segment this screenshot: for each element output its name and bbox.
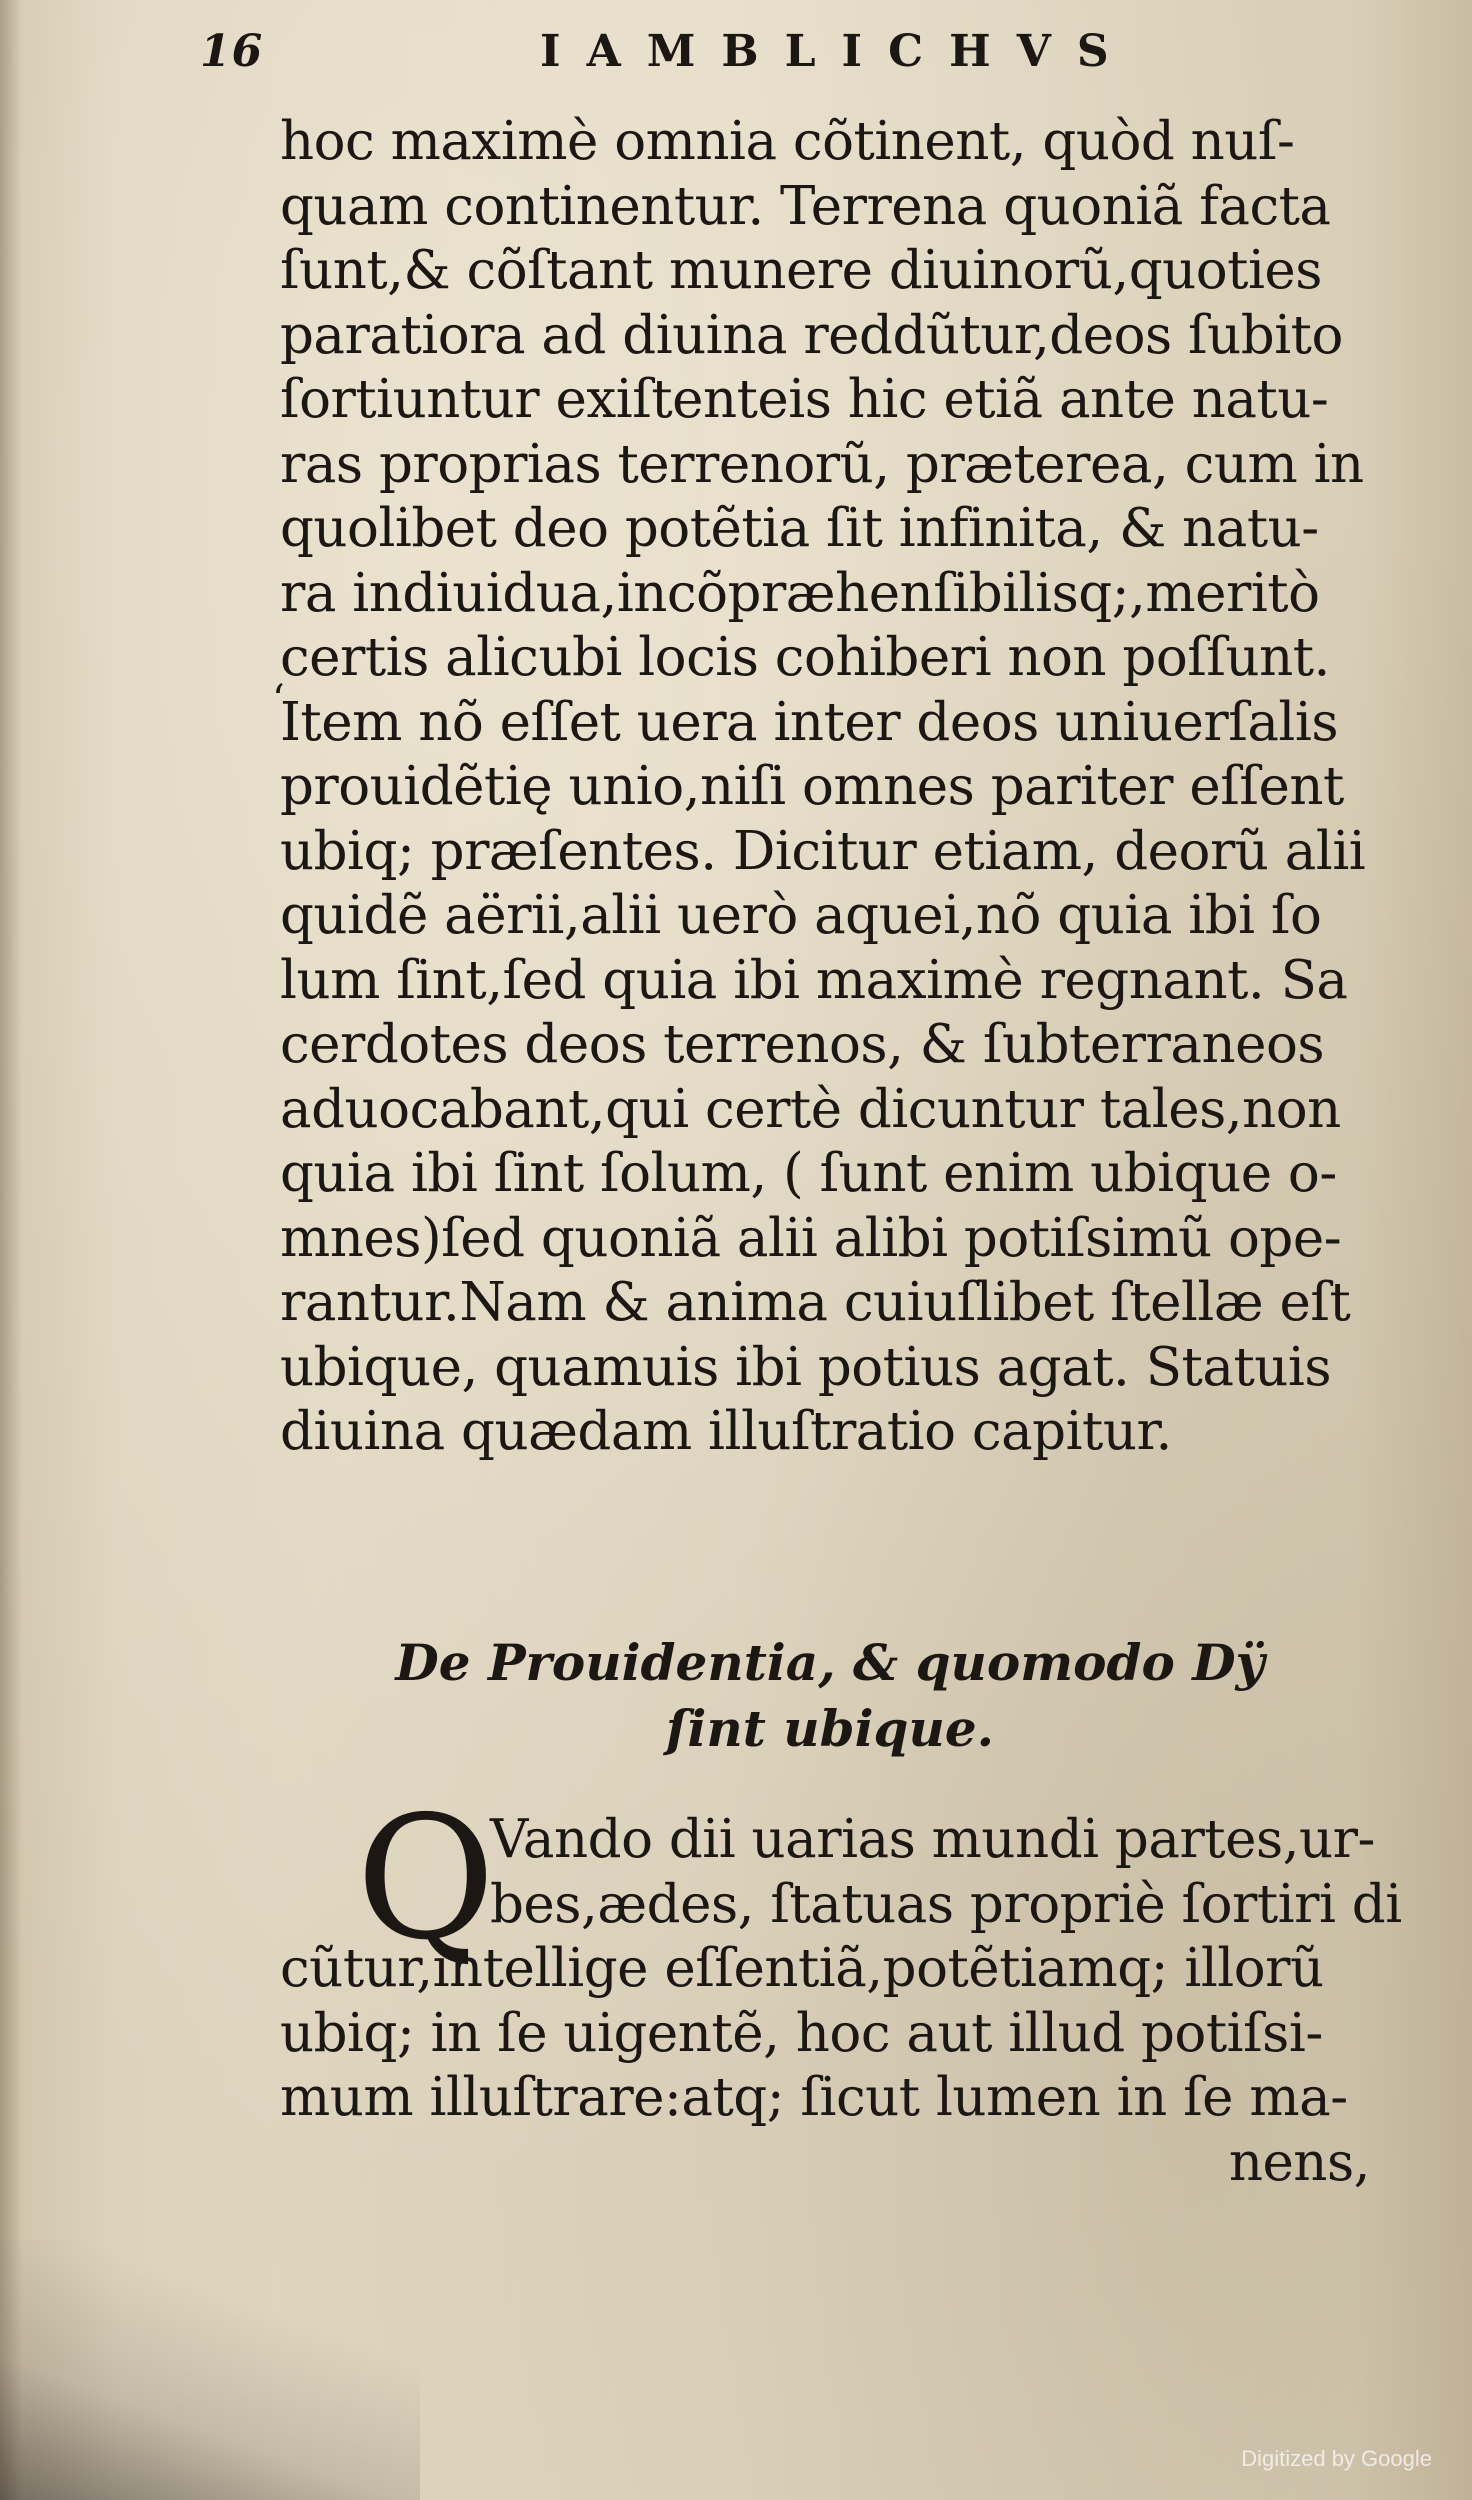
text-line: paratiora ad diuina reddũtur,deos ſubito (280, 304, 1343, 366)
text-line: diuina quædam illuſtratio capitur. (280, 1401, 1172, 1462)
text-line: Item nõ eſſet uera inter deos uniuerſalis (280, 691, 1339, 753)
text-line: Vando dii uarias mundi partes,ur- (490, 1809, 1375, 1870)
section-heading-line: ſint ubique. (665, 1699, 995, 1758)
text-line: hoc maximè omnia cõtinent, quòd nuſ- (280, 111, 1295, 172)
text-line: quolibet deo potẽtia ſit infinita, & natu- (280, 498, 1319, 559)
body-text (280, 110, 1380, 1465)
text-line: certis alicubi locis cohiberi non poſſunt. (280, 627, 1330, 688)
text-line: ra indiuidua,incõpræhenſibilisq;,meritò (280, 562, 1320, 624)
page-header (200, 22, 1360, 82)
running-head: IAMBLICHVS (540, 26, 1135, 77)
text-line: ubiq; in ſe uigentẽ, hoc aut illud potiſsi- (280, 2002, 1323, 2064)
section-heading (280, 1630, 1380, 1762)
text-line: quidẽ aërii,alii uerò aquei,nõ quia ibi ſo (280, 885, 1322, 946)
page-corner-shadow (0, 2240, 420, 2500)
text-line: rantur.Nam & anima cuiuſlibet ſtellæ eſt (280, 1272, 1351, 1333)
drop-cap: Q (356, 1780, 496, 1978)
text-line: aduocabant,qui certè dicuntur tales,non (280, 1078, 1341, 1140)
text-line: bes,ædes, ſtatuas propriè ſortiri di (490, 1873, 1402, 1935)
text-line: quia ibi ſint ſolum, ( ſunt enim ubique o- (280, 1143, 1337, 1204)
digitization-watermark: Digitized by Google (1241, 2446, 1432, 2471)
text-line: ubiq; præſentes. Dicitur etiam, deorũ alii (280, 820, 1366, 882)
text-line: ſortiuntur exiſtenteis hic etiã ante natu- (280, 369, 1329, 430)
text-line: cũtur,intellige eſſentiã,potẽtiamq; illorũ (280, 1938, 1324, 1999)
section-heading-line: De Prouidentia, & quomodo Dÿ (395, 1633, 1265, 1692)
text-line: mnes)ſed quoniã alii alibi potiſsimũ ope- (280, 1207, 1342, 1269)
text-line: cerdotes deos terrenos, & ſubterraneos (280, 1014, 1325, 1075)
chapter-text (280, 1780, 1402, 2195)
catchword: nens, (1228, 2131, 1370, 2193)
text-line: prouidẽtię unio,niſi omnes pariter eſſent (280, 756, 1344, 817)
text-line: ras proprias terrenorũ, præterea, cum in (280, 433, 1364, 495)
text-line: ubique, quamuis ibi potius agat. Statuis (280, 1336, 1332, 1398)
text-line: quam continentur. Terrena quoniã facta (280, 175, 1331, 237)
page-number: 16 (200, 26, 264, 77)
text-line: mum illuſtrare:atq; ſicut lumen in ſe ma- (280, 2067, 1348, 2128)
margin-mark: ʻ (272, 677, 285, 723)
text-line: ſunt,& cõſtant munere diuinorũ,quoties (280, 240, 1322, 301)
text-line: lum ſint,ſed quia ibi maximè regnant. Sa (280, 949, 1348, 1011)
